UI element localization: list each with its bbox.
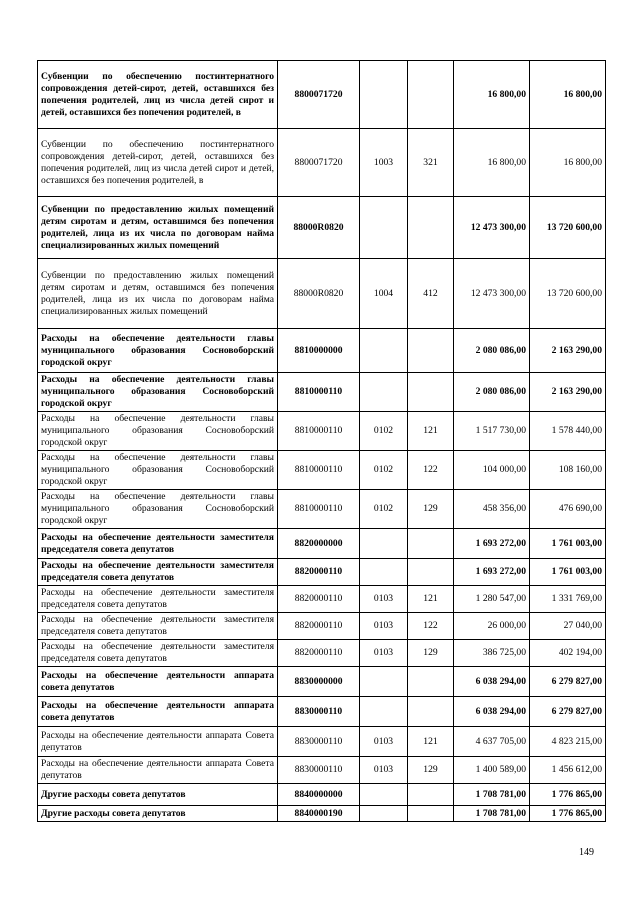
table-row	[38, 373, 606, 412]
row-name: Расходы на обеспечение деятельности заместителя председателя совета депутатов	[38, 613, 278, 640]
row-name: Субвенции по предоставлению жилых помещений детям сиротам и детям, оставшимся без попечения родителей, лица из их числа по договорам найма специализированных жилых помещений	[38, 197, 278, 259]
row-type: 122	[408, 451, 454, 490]
row-type: 122	[408, 613, 454, 640]
row-code: 8800071720	[278, 61, 360, 129]
table-row	[38, 806, 606, 822]
table-row	[38, 559, 606, 586]
row-value-year-2: 16 800,00	[530, 61, 606, 129]
row-type: 121	[408, 727, 454, 757]
row-value-year-2: 2 163 290,00	[530, 329, 606, 373]
row-section	[360, 697, 408, 727]
table-row	[38, 784, 606, 806]
row-code: 8820000110	[278, 640, 360, 667]
row-value-year-1: 1 517 730,00	[454, 412, 530, 451]
row-value-year-1: 1 280 547,00	[454, 586, 530, 613]
table-row	[38, 757, 606, 784]
row-type	[408, 373, 454, 412]
row-value-year-2: 27 040,00	[530, 613, 606, 640]
row-code: 8820000110	[278, 559, 360, 586]
row-code: 8830000110	[278, 697, 360, 727]
row-name: Субвенции по обеспечению постинтернатного сопровождения детей-сирот, детей, оставшихся без попечения родителей, лиц из числа детей сирот и детей, оставшихся без попечения родителей, в	[38, 129, 278, 197]
row-value-year-2: 1 456 612,00	[530, 757, 606, 784]
row-code: 8840000190	[278, 806, 360, 822]
table-row	[38, 259, 606, 329]
row-name: Расходы на обеспечение деятельности главы муниципального образования Сосновоборский городской округ	[38, 329, 278, 373]
page-number: 149	[579, 847, 594, 858]
row-name: Расходы на обеспечение деятельности заместителя председателя совета депутатов	[38, 529, 278, 559]
row-type	[408, 784, 454, 806]
row-value-year-2: 1 761 003,00	[530, 559, 606, 586]
row-value-year-2: 13 720 600,00	[530, 259, 606, 329]
row-value-year-1: 1 400 589,00	[454, 757, 530, 784]
table-row	[38, 197, 606, 259]
row-name: Субвенции по предоставлению жилых помещений детям сиротам и детям, оставшимся без попечения родителей, лица из их числа по договорам найма специализированных жилых помещений	[38, 259, 278, 329]
table-row	[38, 451, 606, 490]
row-type: 129	[408, 490, 454, 529]
table-row	[38, 61, 606, 129]
row-value-year-2: 1 776 865,00	[530, 784, 606, 806]
row-value-year-2: 13 720 600,00	[530, 197, 606, 259]
row-name: Субвенции по обеспечению постинтернатного сопровождения детей-сирот, детей, оставшихся без попечения родителей, лиц из числа детей сирот и детей, оставшихся без попечения родителей, в	[38, 61, 278, 129]
row-value-year-1: 1 693 272,00	[454, 559, 530, 586]
table-row	[38, 129, 606, 197]
row-type	[408, 806, 454, 822]
row-code: 8810000110	[278, 490, 360, 529]
row-value-year-1: 4 637 705,00	[454, 727, 530, 757]
row-section	[360, 329, 408, 373]
row-value-year-1: 6 038 294,00	[454, 697, 530, 727]
row-name: Другие расходы совета депутатов	[38, 784, 278, 806]
row-type	[408, 529, 454, 559]
row-value-year-2: 2 163 290,00	[530, 373, 606, 412]
row-value-year-2: 6 279 827,00	[530, 697, 606, 727]
row-name: Расходы на обеспечение деятельности заместителя председателя совета депутатов	[38, 640, 278, 667]
row-section: 0103	[360, 640, 408, 667]
row-name: Расходы на обеспечение деятельности аппарата совета депутатов	[38, 697, 278, 727]
row-type	[408, 697, 454, 727]
row-section	[360, 61, 408, 129]
row-section	[360, 197, 408, 259]
row-value-year-2: 6 279 827,00	[530, 667, 606, 697]
table-row	[38, 667, 606, 697]
row-value-year-1: 458 356,00	[454, 490, 530, 529]
table-row	[38, 640, 606, 667]
budget-table-body	[38, 61, 606, 822]
row-name: Расходы на обеспечение деятельности главы муниципального образования Сосновоборский городской округ	[38, 373, 278, 412]
row-code: 8830000110	[278, 727, 360, 757]
row-value-year-1: 26 000,00	[454, 613, 530, 640]
row-value-year-1: 2 080 086,00	[454, 373, 530, 412]
row-code: 8810000110	[278, 373, 360, 412]
table-row	[38, 727, 606, 757]
row-section	[360, 529, 408, 559]
row-value-year-2: 16 800,00	[530, 129, 606, 197]
row-name: Расходы на обеспечение деятельности аппарата совета депутатов	[38, 667, 278, 697]
row-code: 8830000000	[278, 667, 360, 697]
row-value-year-2: 1 776 865,00	[530, 806, 606, 822]
table-row	[38, 412, 606, 451]
row-code: 88000R0820	[278, 197, 360, 259]
row-value-year-1: 1 708 781,00	[454, 806, 530, 822]
row-value-year-1: 2 080 086,00	[454, 329, 530, 373]
row-name: Расходы на обеспечение деятельности заместителя председателя совета депутатов	[38, 586, 278, 613]
row-code: 8820000110	[278, 613, 360, 640]
table-row	[38, 613, 606, 640]
row-section	[360, 806, 408, 822]
row-value-year-2: 108 160,00	[530, 451, 606, 490]
row-code: 8830000110	[278, 757, 360, 784]
row-name: Расходы на обеспечение деятельности заместителя председателя совета депутатов	[38, 559, 278, 586]
row-code: 8810000110	[278, 412, 360, 451]
row-type	[408, 329, 454, 373]
row-type: 129	[408, 640, 454, 667]
row-code: 88000R0820	[278, 259, 360, 329]
row-section: 0103	[360, 757, 408, 784]
row-value-year-1: 12 473 300,00	[454, 197, 530, 259]
row-code: 8810000000	[278, 329, 360, 373]
row-value-year-2: 402 194,00	[530, 640, 606, 667]
row-type: 321	[408, 129, 454, 197]
row-section: 1003	[360, 129, 408, 197]
row-value-year-1: 12 473 300,00	[454, 259, 530, 329]
row-value-year-2: 4 823 215,00	[530, 727, 606, 757]
row-type	[408, 197, 454, 259]
row-name: Другие расходы совета депутатов	[38, 806, 278, 822]
row-code: 8820000110	[278, 586, 360, 613]
row-section: 0103	[360, 613, 408, 640]
row-section: 1004	[360, 259, 408, 329]
row-value-year-1: 1 693 272,00	[454, 529, 530, 559]
row-section: 0103	[360, 586, 408, 613]
row-name: Расходы на обеспечение деятельности главы муниципального образования Сосновоборский городской округ	[38, 490, 278, 529]
row-code: 8840000000	[278, 784, 360, 806]
table-row	[38, 490, 606, 529]
row-value-year-1: 16 800,00	[454, 129, 530, 197]
row-value-year-2: 1 578 440,00	[530, 412, 606, 451]
row-type: 412	[408, 259, 454, 329]
table-row	[38, 329, 606, 373]
row-value-year-1: 16 800,00	[454, 61, 530, 129]
row-type	[408, 559, 454, 586]
row-section	[360, 784, 408, 806]
row-section: 0102	[360, 412, 408, 451]
table-row	[38, 529, 606, 559]
row-section: 0103	[360, 727, 408, 757]
row-value-year-1: 104 000,00	[454, 451, 530, 490]
row-name: Расходы на обеспечение деятельности аппарата Совета депутатов	[38, 727, 278, 757]
row-code: 8810000110	[278, 451, 360, 490]
row-type: 121	[408, 412, 454, 451]
row-value-year-2: 1 331 769,00	[530, 586, 606, 613]
row-name: Расходы на обеспечение деятельности главы муниципального образования Сосновоборский городской округ	[38, 412, 278, 451]
table-row	[38, 697, 606, 727]
row-section: 0102	[360, 490, 408, 529]
table-row	[38, 586, 606, 613]
row-type	[408, 667, 454, 697]
row-value-year-1: 1 708 781,00	[454, 784, 530, 806]
row-type: 121	[408, 586, 454, 613]
row-code: 8820000000	[278, 529, 360, 559]
row-value-year-1: 386 725,00	[454, 640, 530, 667]
row-section	[360, 667, 408, 697]
row-name: Расходы на обеспечение деятельности главы муниципального образования Сосновоборский городской округ	[38, 451, 278, 490]
row-name: Расходы на обеспечение деятельности аппарата Совета депутатов	[38, 757, 278, 784]
row-section	[360, 373, 408, 412]
row-section: 0102	[360, 451, 408, 490]
row-type: 129	[408, 757, 454, 784]
row-section	[360, 559, 408, 586]
budget-table	[37, 60, 606, 822]
row-type	[408, 61, 454, 129]
row-value-year-2: 1 761 003,00	[530, 529, 606, 559]
row-code: 8800071720	[278, 129, 360, 197]
row-value-year-2: 476 690,00	[530, 490, 606, 529]
row-value-year-1: 6 038 294,00	[454, 667, 530, 697]
